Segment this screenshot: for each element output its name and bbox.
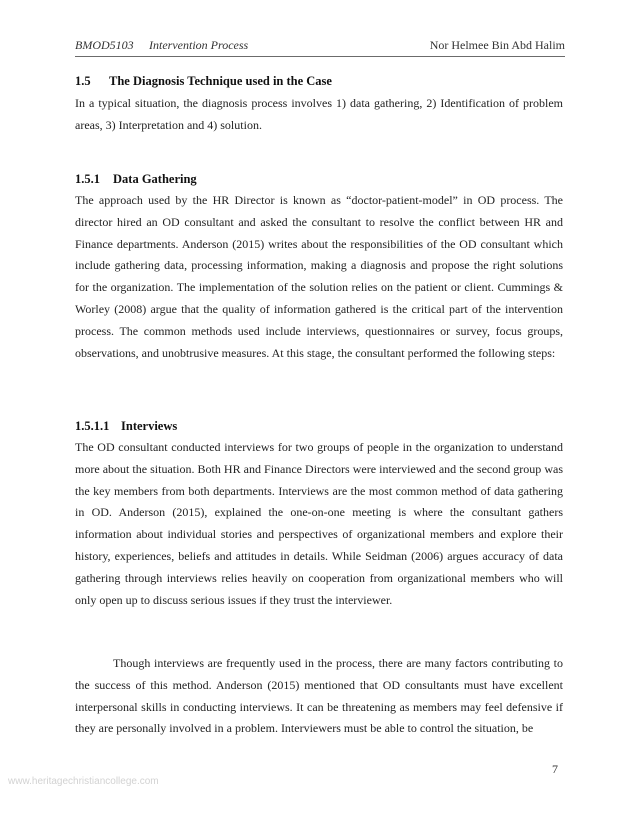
heading-number: 1.5.1 bbox=[75, 172, 100, 186]
watermark-text: www.heritagechristiancollege.com bbox=[8, 776, 159, 787]
heading-number: 1.5 bbox=[75, 74, 91, 88]
header-course-code: BMOD5103 bbox=[75, 38, 134, 52]
header-section-title: Intervention Process bbox=[149, 38, 249, 52]
paragraph-interviews: The OD consultant conducted interviews for two groups of people in the organization to understand more about the situation. Both HR and Finance Directors were interviewed and the second group was the key members from both departments. Interviews are the most common method of data gathering in OD. Anderson (2015), explained the one-on-one meeting is where the consultant gathers information about individual stories and perspectives of organizational members and explore their history, experiences, beliefs and attitudes in details. While Seidman (2006) argues accuracy of data gathering through interviews relies heavily on cooperation from organizational members who will only open up to discuss serious issues if they trust the interviewer. bbox=[75, 440, 563, 607]
paragraph-diagnosis-intro: In a typical situation, the diagnosis process involves 1) data gathering, 2) Identification of problem areas, 3) Interpretation and 4) solution. bbox=[75, 96, 563, 132]
heading-title: Data Gathering bbox=[113, 172, 197, 186]
page-number: 7 bbox=[552, 762, 558, 776]
paragraph-data-gathering: The approach used by the HR Director is known as “doctor-patient-model” in OD process. The director hired an OD consultant and asked the consultant to resolve the conflict between HR and Finance departments. Anderson (2015) writes about the responsibilities of the OD consultant which include gathering data, processing information, making a diagnosis and propose the right solutions for the organization. The implementation of the solution relies on the patient or client. Cummings & Worley (2008) argue that the quality of information gathered is the critical part of the intervention process. The common methods used include interviews, questionnaires or survey, focus groups, observations, and unobtrusive measures. At this stage, the consultant performed the following steps: bbox=[75, 193, 563, 360]
heading-1-5-1-1 bbox=[75, 419, 177, 434]
heading-number: 1.5.1.1 bbox=[75, 419, 110, 433]
heading-1-5 bbox=[75, 74, 332, 89]
page-header bbox=[75, 38, 565, 54]
heading-1-5-1 bbox=[75, 172, 197, 187]
heading-title: Interviews bbox=[121, 419, 178, 433]
heading-title: The Diagnosis Technique used in the Case bbox=[109, 74, 332, 88]
paragraph-interviews-continued: Though interviews are frequently used in the process, there are many factors contributing to the success of this method. Anderson (2015) mentioned that OD consultants must have excellent interpersonal skills in conducting interviews. It can be threatening as members may feel defensive if they are personally involved in a problem. Interviewers must be able to control the situation, be bbox=[75, 656, 563, 736]
header-divider bbox=[75, 56, 565, 57]
header-author: Nor Helmee Bin Abd Halim bbox=[429, 38, 565, 52]
